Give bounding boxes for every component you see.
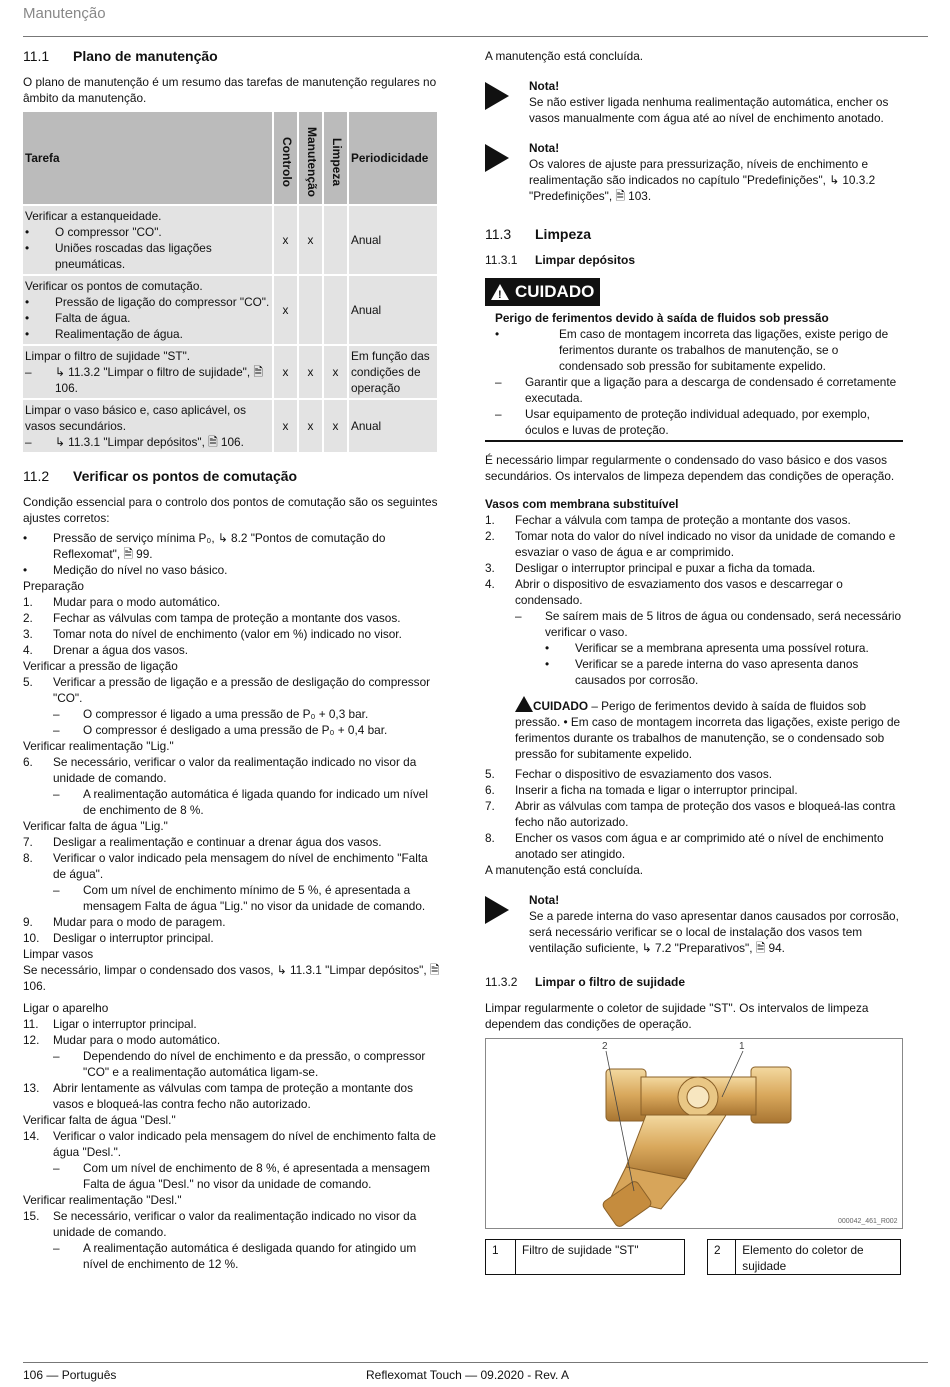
note-3: Nota! Se a parede interna do vaso apresentar danos causados por corrosão, será necessário verificar se o local de instalação dos vasos tem ventilação suficiente, ↳ 7.2 "Preparativos", 🗎 94. <box>485 892 903 956</box>
table-row: Verificar a estanqueidade. • O compressor "CO". • Uniões roscadas das ligações pneumáticas. x x Anual <box>23 206 437 274</box>
arrow-icon <box>485 144 509 172</box>
section-11-2-body: Condição essencial para o controlo dos pontos de comutação são os seguintes ajustes corretos: • Pressão de serviço mínima P₀, ↳ 8.2 "Pontos de comutação do Reflexomat", 🗎 99. • Medição do nível no vaso básico. Preparação 1. Mudar para o modo automático. 2. Fechar as válvulas com tampa de proteção a montante dos vasos. 3. Tomar nota do nível de enchimento (valor em %) indicado no visor. 4. Drenar a água dos vasos. Verificar a pressão de ligação 5. Verificar a pressão de ligação e a pressão de desligação do compressor "CO". – O compressor é ligado a uma pressão de P₀ + 0,3 bar. – O compressor é desligado a uma pressão de P₀ + 0,4 bar. Verificar realimentação "Lig." 6. Se necessário, verificar o valor da realimentação indicado no visor da unidade de comando. – A realimentação automática é ligada quando for indicado um nível de enchimento de 8 %. Verificar falta de água "Lig." 7. Desligar a realimentação e continuar a drenar água dos vasos. 8. Verificar o valor indicado pela mensagem do nível de enchimento "Falta de água". – Com um nível de enchimento mínimo de 5 %, é apresentada a mensagem Falta de água "Lig." no visor da unidade de comando. 9. Mudar para o modo de paragem. 10. Desligar o interruptor principal. Limpar vasos Se necessário, limpar o condensado dos vasos, ↳ 11.3.1 "Limpar depósitos", 🗎 106. Ligar o aparelho 11. Ligar o interruptor principal. 12. Mudar para o modo automático. – Dependendo do nível de enchimento e da pressão, o compressor "CO" e a realimentação automática ligam-se. 13. Abrir lentamente as válvulas com tampa de proteção a montante dos vasos e bloqueá-las contra fecho não autorizado. Verificar falta de água "Desl." 14. Verificar o valor indicado pela mensagem do nível de enchimento falta de água "Desl.". – Com um nível de enchimento de 8 %, é apresentada a mensagem Falta de água "Desl." no visor da unidade de comando. Verificar realimentação "Desl." 15. Se necessário, verificar o valor da realimentação indicado no visor da unidade de comando. – A realimentação automática é desligada quando for atingido um nível de enchimento de 12 %. <box>23 495 440 1271</box>
membrane-heading: Vasos com membrana substituível <box>485 497 679 511</box>
section-11-3-2-heading: 11.3.2 Limpar o filtro de sujidade <box>485 975 686 989</box>
table-row: Verificar os pontos de comutação. • Pressão de ligação do compressor "CO". • Falta de água. • Realimentação de água. x Anual <box>23 276 437 344</box>
done-text: A manutenção está concluída. <box>485 49 644 63</box>
clean-text: É necessário limpar regularmente o condensado do vaso básico e dos vasos secundários. Os intervalos de limpeza dependem das condições de operação. <box>485 453 895 483</box>
done-text-2: A manutenção está concluída. <box>485 863 644 877</box>
inline-warning: CUIDADO – Perigo de ferimentos devido à saída de fluidos sob pressão. • Em caso de montagem incorreta das ligações, existe perigo de ferimentos durante os trabalhos de manutenção, se o condensado sob pressão for subitamente expelido. <box>485 696 903 762</box>
maintenance-table <box>21 110 439 454</box>
left-column <box>23 48 441 1272</box>
footer-doc: Reflexomat Touch — 09.2020 - Rev. A <box>366 1368 569 1382</box>
arrow-icon <box>485 896 509 924</box>
figure-label-1: 1 <box>739 1041 745 1052</box>
figure-code: 000042_461_R002 <box>838 1218 898 1225</box>
arrow-icon <box>485 82 509 110</box>
th-control: Controlo <box>274 112 297 204</box>
section-11-2-heading: 11.2 Verificar os pontos de comutação <box>23 468 298 484</box>
figure-label-2: 2 <box>602 1041 608 1052</box>
strainer-illustration <box>486 1039 902 1228</box>
th-cleaning: Limpeza <box>324 112 347 204</box>
section-11-1-heading: 11.1 Plano de manutenção <box>23 48 218 64</box>
table-row: Limpar o vaso básico e, caso aplicável, os vasos secundários. – ↳ 11.3.1 "Limpar depósitos", 🗎 106. x x x Anual <box>23 400 437 452</box>
running-header: Manutenção <box>23 5 106 22</box>
note-1: Nota! Se não estiver ligada nenhuma realimentação automática, encher os vasos manualmente com água até ao nível de enchimento anotado. <box>485 78 903 126</box>
header-rule <box>23 36 928 37</box>
warning-triangle-icon <box>515 696 533 712</box>
filter-figure <box>485 1038 903 1229</box>
section-11-3-heading: 11.3 Limpeza <box>485 226 592 242</box>
note-2: Nota! Os valores de ajuste para pressurização, níveis de enchimento e realimentação são indicados no capítulo "Predefinições", ↳ 10.3.2 "Predefinições", 🗎 103. <box>485 140 903 204</box>
table-row: Limpar o filtro de sujidade "ST". – ↳ 11.3.2 "Limpar o filtro de sujidade", 🗎 106. x x x Em função das condições de operação <box>23 346 437 398</box>
footer-page: 106 — Português <box>23 1368 117 1382</box>
page-footer <box>23 1362 928 1382</box>
th-period: Periodicidade <box>349 112 437 204</box>
membrane-steps: 1. Fechar a válvula com tampa de proteção a montante dos vasos. 2. Tomar nota do valor do nível indicado no visor da unidade de comando e esvaziar o vaso de água e ar comprimido. 3. Desligar o interruptor principal e puxar a ficha da tomada. 4. Abrir o dispositivo de esvaziamento dos vasos e descarregar o condensado. – Se saírem mais de 5 litros de água ou condensado, será necessário verificar o vaso. • Verificar se a membrana apresenta uma possível rotura. • Verificar se a parede interna do vaso apresenta danos causados por corrosão. CUIDADO – Perigo de ferimentos devido à saída de fluidos sob pressão. • Em caso de montagem incorreta das ligações, existe perigo de ferimentos durante os trabalhos de manutenção, se o condensado sob pressão for subitamente expelido. 5. Fechar o dispositivo de esvaziamento dos vasos. 6. Inserir a ficha na tomada e ligar o interruptor principal. 7. Abrir as válvulas com tampa de proteção dos vasos e bloqueá-las contra fecho não autorizado. 8. Encher os vasos com água e ar comprimido até o nível de enchimento anotado ser atingido. <box>485 513 902 861</box>
figure-legend <box>485 1239 903 1275</box>
legend-item-1: 1 Filtro de sujidade "ST" <box>485 1239 685 1275</box>
right-column <box>485 48 903 1275</box>
legend-item-2: 2 Elemento do coletor de sujidade <box>707 1239 901 1275</box>
section-11-3-1-heading: 11.3.1 Limpar depósitos <box>485 253 636 267</box>
intro-text: O plano de manutenção é um resumo das tarefas de manutenção regulares no âmbito da manutenção. <box>23 75 437 105</box>
filter-text: Limpar regularmente o coletor de sujidade "ST". Os intervalos de limpeza dependem das condições de operação. <box>485 1001 869 1031</box>
caution-badge: ! CUIDADO <box>485 278 600 306</box>
th-maintenance: Manutenção <box>299 112 322 204</box>
warning-block: ! CUIDADO Perigo de ferimentos devido à saída de fluidos sob pressão • Em caso de montagem incorreta das ligações, existe perigo de ferimentos durante os trabalhos de manutenção, se o condensado sob pressão for subitamente expelido. – Garantir que a ligação para a descarga de condensado é corretamente executada. – Usar equipamento de proteção individual adequado, por exemplo, óculos e luvas de proteção. <box>485 278 903 442</box>
warning-triangle-icon: ! <box>491 284 509 300</box>
th-task: Tarefa <box>23 112 272 204</box>
